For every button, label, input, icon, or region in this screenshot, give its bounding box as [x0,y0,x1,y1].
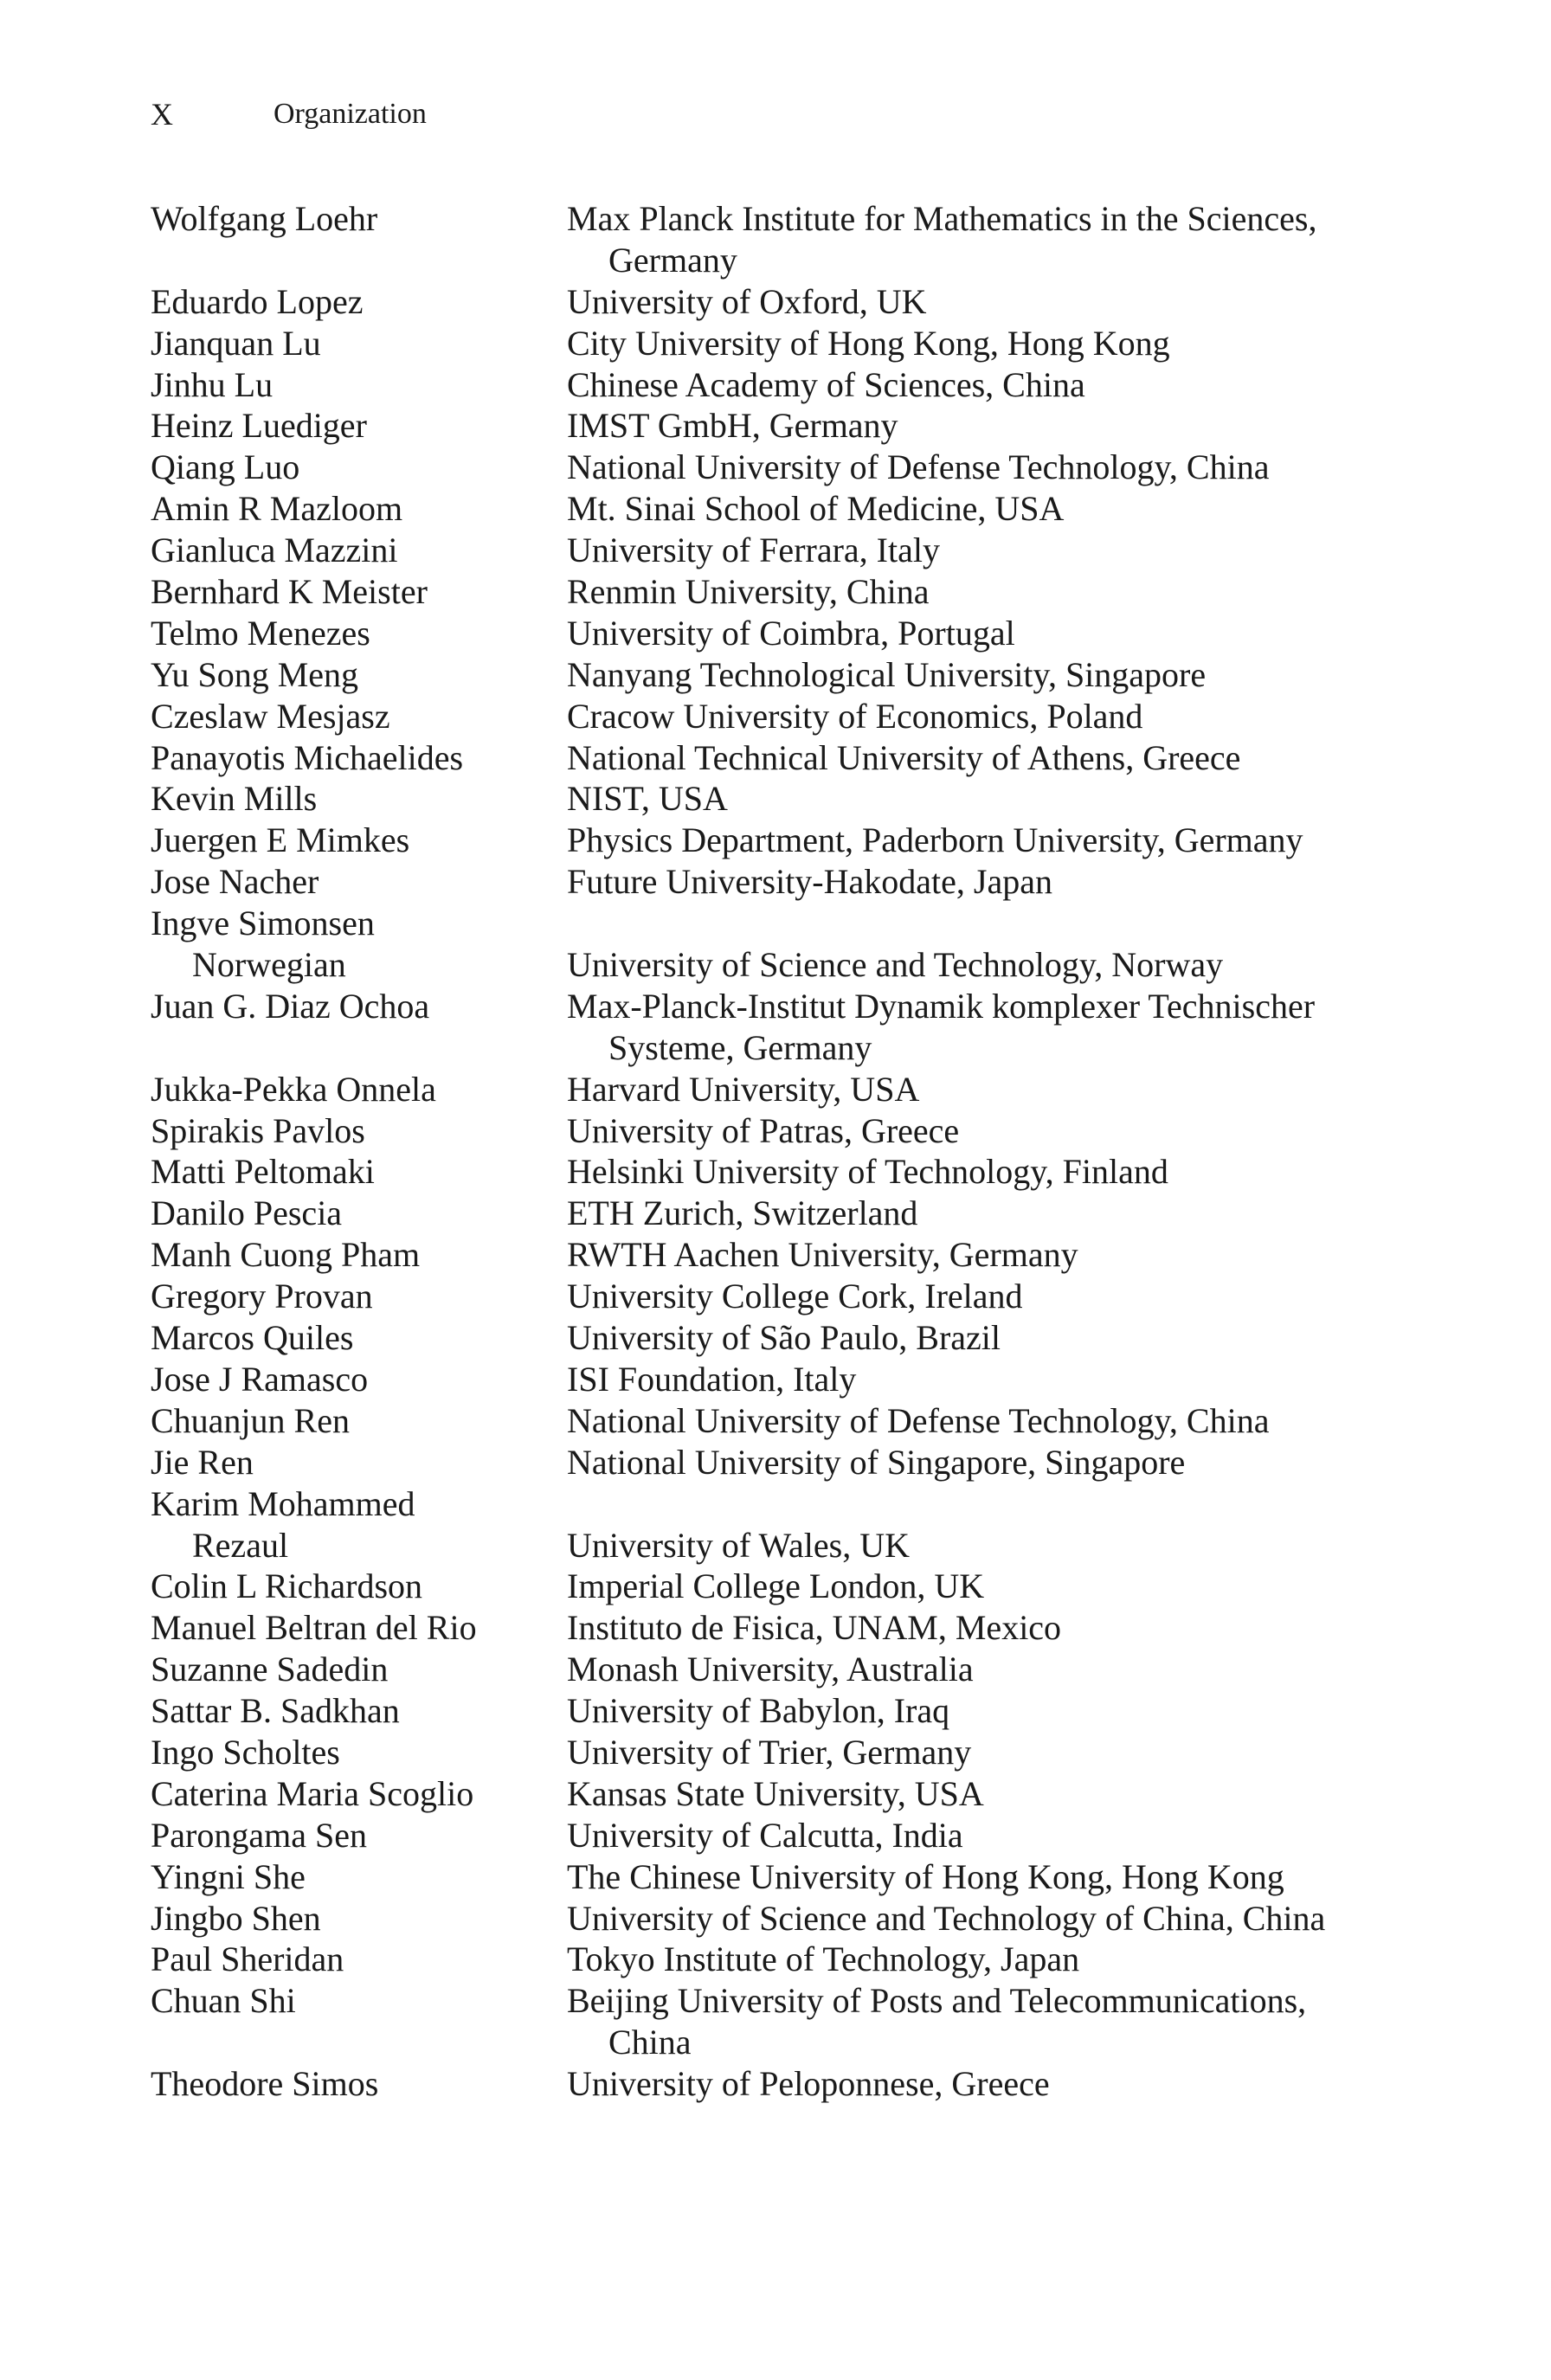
member-row [151,1732,1380,1773]
member-affiliation [567,1732,1380,1773]
member-name [151,2063,567,2105]
member-affiliation-line: Germany [608,240,737,280]
member-affiliation-line: Kansas State University, USA [567,1773,984,1813]
member-name [151,986,567,1069]
member-name [151,1649,567,1690]
member-name-line: Juan G. Diaz Ochoa [151,986,430,1026]
member-name-line: Parongama Sen [151,1815,367,1855]
member-name-line: Marcos Quiles [151,1318,354,1358]
member-name-line: Telmo Menezes [151,613,370,653]
member-affiliation [567,1690,1380,1732]
member-name-line: Wolfgang Loehr [151,199,378,238]
member-row [151,654,1380,696]
member-row [151,903,1380,986]
member-name [151,1151,567,1193]
member-name-line: Eduardo Lopez [151,281,364,321]
member-row [151,2063,1380,2105]
member-affiliation [567,654,1380,696]
member-affiliation [567,1317,1380,1359]
member-name-line: Spirakis Pavlos [151,1110,365,1150]
member-affiliation [567,1276,1380,1317]
member-row [151,1234,1380,1276]
member-affiliation-line: University of São Paulo, Brazil [567,1318,1001,1358]
member-affiliation-line: Tokyo Institute of Technology, Japan [567,1939,1080,1979]
member-affiliation [567,903,1380,986]
member-name-line: Kevin Mills [151,779,318,819]
member-affiliation-line: ISI Foundation, Italy [567,1359,857,1399]
member-name-line: Amin R Mazloom [151,489,403,529]
member-name [151,820,567,861]
member-affiliation [567,1856,1380,1898]
member-name [151,364,567,406]
member-name-line: Heinz Luediger [151,406,367,446]
member-name-line: Jinhu Lu [151,364,274,404]
member-affiliation-line: University of Babylon, Iraq [567,1691,950,1731]
member-affiliation [567,571,1380,613]
member-name-line: Matti Peltomaki [151,1152,375,1192]
member-row [151,1898,1380,1939]
member-name [151,1193,567,1234]
member-affiliation [567,1773,1380,1815]
member-name [151,1400,567,1442]
member-name [151,447,567,488]
member-row [151,1317,1380,1359]
member-affiliation [567,1193,1380,1234]
member-name [151,530,567,571]
member-row [151,1359,1380,1400]
member-affiliation [567,778,1380,820]
member-name-line: Yu Song Meng [151,654,359,694]
member-name [151,1317,567,1359]
member-affiliation [567,820,1380,861]
member-row [151,488,1380,530]
member-affiliation-line: Max-Planck-Institut Dynamik komplexer Technischer [567,986,1316,1026]
member-affiliation-line: Systeme, Germany [608,1027,872,1067]
member-name-line: Juergen E Mimkes [151,820,410,860]
member-name [151,1732,567,1773]
member-affiliation [567,1234,1380,1276]
member-row [151,571,1380,613]
member-name-line: Manh Cuong Pham [151,1235,421,1275]
member-name-line [151,1027,567,1069]
member-row [151,1193,1380,1234]
member-name-line: Ingo Scholtes [151,1732,340,1772]
member-name-line: Jukka-Pekka Onnela [151,1069,436,1109]
member-affiliation-line: University of Science and Technology of China, China [567,1898,1326,1938]
member-affiliation [567,1483,1380,1566]
member-row [151,986,1380,1069]
member-affiliation-line: Cracow University of Economics, Poland [567,696,1143,736]
member-name [151,1359,567,1400]
member-name-line: Caterina Maria Scoglio [151,1773,474,1813]
member-affiliation-line: The Chinese University of Hong Kong, Hong Kong [567,1856,1284,1896]
member-name [151,281,567,323]
member-name [151,1773,567,1815]
member-affiliation [567,1649,1380,1690]
member-affiliation-line: University of Calcutta, India [567,1815,963,1855]
member-name [151,861,567,903]
member-name [151,1483,567,1566]
member-row [151,1856,1380,1898]
member-affiliation [567,613,1380,654]
member-row [151,1069,1380,1110]
member-row [151,198,1380,281]
member-affiliation-line: National Technical University of Athens, Greece [567,737,1241,777]
member-name-line [151,2022,567,2063]
member-name-line: Gianluca Mazzini [151,531,398,570]
member-name [151,1276,567,1317]
member-affiliation-line: University of Peloponnese, Greece [567,2064,1050,2104]
member-affiliation-line: Mt. Sinai School of Medicine, USA [567,489,1065,529]
member-affiliation [567,1359,1380,1400]
member-row [151,530,1380,571]
member-row [151,1690,1380,1732]
member-affiliation [567,530,1380,571]
member-row [151,696,1380,737]
member-name-line: Bernhard K Meister [151,572,428,612]
member-affiliation [567,1566,1380,1607]
member-affiliation [567,405,1380,447]
member-name-line: Rezaul [192,1525,289,1565]
member-name [151,1898,567,1939]
member-affiliation-line: National University of Defense Technology, China [567,447,1270,487]
member-affiliation-line: Instituto de Fisica, UNAM, Mexico [567,1608,1062,1648]
member-row [151,1442,1380,1483]
member-name-line: Sattar B. Sadkhan [151,1691,400,1731]
member-name-line: Chuanjun Ren [151,1400,350,1440]
member-affiliation-line: Nanyang Technological University, Singapore [567,654,1207,694]
member-name [151,696,567,737]
member-affiliation-line: RWTH Aachen University, Germany [567,1235,1078,1275]
member-name [151,1607,567,1649]
member-name [151,1566,567,1607]
member-affiliation-line: University College Cork, Ireland [567,1277,1023,1316]
member-row [151,1566,1380,1607]
member-row [151,778,1380,820]
member-name [151,1110,567,1152]
member-affiliation [567,1151,1380,1193]
member-affiliation-line: University of Trier, Germany [567,1732,972,1772]
member-affiliation-line: China [608,2023,692,2062]
member-affiliation-line: University of Ferrara, Italy [567,531,940,570]
member-affiliation-line: Helsinki University of Technology, Finland [567,1152,1168,1192]
member-row [151,364,1380,406]
member-affiliation [567,1069,1380,1110]
member-name-line: Ingve Simonsen [151,904,375,943]
member-affiliation [567,2063,1380,2105]
member-affiliation-line: University of Science and Technology, Norway [567,945,1224,985]
member-affiliation [567,737,1380,779]
member-affiliation [567,696,1380,737]
member-name-line: Suzanne Sadedin [151,1650,389,1689]
member-name-line: Colin L Richardson [151,1566,423,1606]
member-affiliation-line: ETH Zurich, Switzerland [567,1193,918,1233]
member-affiliation-line: National University of Singapore, Singapore [567,1442,1186,1482]
member-affiliation-line: Beijing University of Posts and Telecommunications, [567,1981,1307,2021]
member-name [151,903,567,986]
member-name-line: Norwegian [192,945,346,985]
member-name-line: Qiang Luo [151,447,300,487]
member-affiliation-line: NIST, USA [567,779,728,819]
member-affiliation-line: University of Coimbra, Portugal [567,613,1015,653]
member-row [151,281,1380,323]
member-row [151,1939,1380,1980]
member-name [151,613,567,654]
member-affiliation-line: University of Wales, UK [567,1525,910,1565]
member-row [151,1980,1380,2063]
member-affiliation [567,1607,1380,1649]
member-name [151,198,567,281]
member-affiliation [567,1110,1380,1152]
member-row [151,323,1380,364]
member-affiliation [567,1939,1380,1980]
member-name [151,1442,567,1483]
member-affiliation-line: Max Planck Institute for Mathematics in the Sciences, [567,199,1317,238]
page-number: X [151,97,173,132]
member-name [151,1815,567,1856]
member-affiliation [567,986,1380,1069]
member-name-line: Jingbo Shen [151,1898,321,1938]
member-name-line: Jie Ren [151,1442,254,1482]
member-name-line: Jianquan Lu [151,323,321,363]
member-name-line: Yingni She [151,1856,306,1896]
member-name [151,1069,567,1110]
member-row [151,447,1380,488]
member-row [151,1276,1380,1317]
member-name [151,405,567,447]
member-row [151,405,1380,447]
member-name-line: Chuan Shi [151,1981,296,2021]
member-affiliation-line: Chinese Academy of Sciences, China [567,364,1085,404]
member-name [151,1856,567,1898]
member-row [151,1483,1380,1566]
member-row [151,737,1380,779]
member-name-line: Czeslaw Mesjasz [151,696,390,736]
member-name [151,1980,567,2063]
member-row [151,820,1380,861]
member-row [151,1400,1380,1442]
member-affiliation [567,364,1380,406]
member-name-line: Theodore Simos [151,2064,379,2104]
running-title: Organization [274,98,427,130]
member-affiliation [567,1898,1380,1939]
member-affiliation-line [567,1483,1380,1525]
member-affiliation-line: Physics Department, Paderborn University, Germany [567,820,1303,860]
member-name-line: Manuel Beltran del Rio [151,1608,477,1648]
member-name-line: Paul Sheridan [151,1939,344,1979]
member-affiliation-line: University of Oxford, UK [567,281,927,321]
member-name [151,778,567,820]
member-affiliation-line: National University of Defense Technology, China [567,1400,1270,1440]
member-name-line: Danilo Pescia [151,1193,343,1233]
member-affiliation-line: City University of Hong Kong, Hong Kong [567,323,1170,363]
member-name [151,654,567,696]
member-affiliation [567,198,1380,281]
member-name [151,571,567,613]
member-affiliation [567,323,1380,364]
member-name [151,323,567,364]
member-affiliation-line: Future University-Hakodate, Japan [567,862,1052,902]
member-row [151,1110,1380,1152]
member-affiliation [567,447,1380,488]
member-row [151,1649,1380,1690]
member-name [151,1939,567,1980]
member-affiliation [567,1980,1380,2063]
member-name-line: Jose Nacher [151,862,319,902]
member-affiliation [567,1815,1380,1856]
member-affiliation-line: Monash University, Australia [567,1650,974,1689]
member-name [151,737,567,779]
member-affiliation-line: Imperial College London, UK [567,1566,985,1606]
member-affiliation [567,281,1380,323]
member-row [151,613,1380,654]
member-affiliation [567,861,1380,903]
member-affiliation-line [567,903,1380,944]
member-name-line: Panayotis Michaelides [151,737,464,777]
member-row [151,1815,1380,1856]
member-row [151,1773,1380,1815]
member-name [151,488,567,530]
member-affiliation-line: IMST GmbH, Germany [567,406,898,446]
member-name-line: Jose J Ramasco [151,1359,369,1399]
member-name-line: Gregory Provan [151,1277,373,1316]
page-header [151,93,427,135]
member-affiliation [567,1400,1380,1442]
member-affiliation-line: Harvard University, USA [567,1069,920,1109]
member-affiliation-line: Renmin University, China [567,572,930,612]
member-row [151,1151,1380,1193]
member-row [151,861,1380,903]
member-name [151,1234,567,1276]
member-name-line [151,240,567,281]
member-affiliation [567,488,1380,530]
member-affiliation-line: University of Patras, Greece [567,1110,960,1150]
member-name-line: Karim Mohammed [151,1483,415,1523]
member-list [151,198,1380,2105]
member-name [151,1690,567,1732]
member-affiliation [567,1442,1380,1483]
member-row [151,1607,1380,1649]
